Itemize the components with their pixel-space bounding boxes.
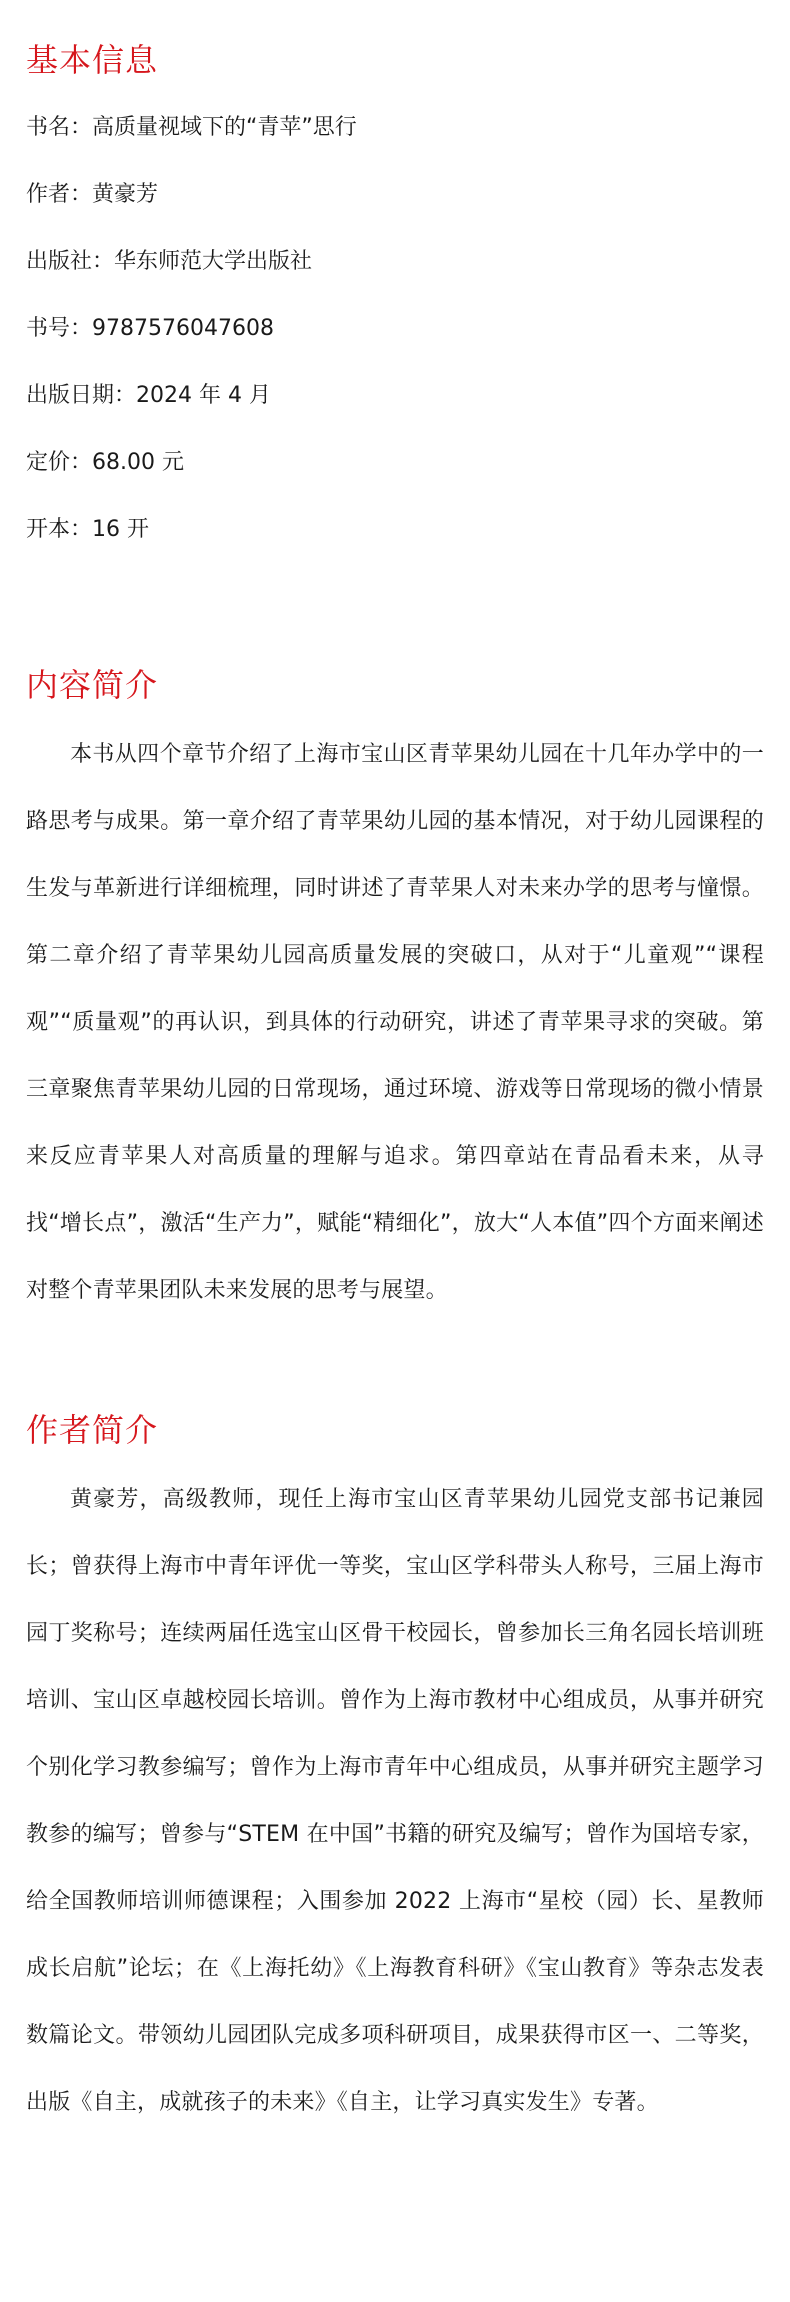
content-intro-paragraph: 本书从四个章节介绍了上海市宝山区青苹果幼儿园在十几年办学中的一路思考与成果。第一章介绍了青苹果幼儿园的基本情况，对于幼儿园课程的生发与革新进行详细梳理，同时讲述了青苹果人对未来办学的思考与憧憬。第二章介绍了青苹果幼儿园高质量发展的突破口，从对于“儿童观”“课程观”“质量观”的再认识，到具体的行动研究，讲述了青苹果寻求的突破。第三章聚焦青苹果幼儿园的日常现场，通过环境、游戏等日常现场的微小情景来反应青苹果人对高质量的理解与追求。第四章站在青品看未来，从寻找“增长点”，激活“生产力”，赋能“精细化”，放大“人本值”四个方面来阐述对整个青苹果团队未来发展的思考与展望。	[26, 742, 764, 1303]
content-intro-section	[26, 661, 764, 1324]
author-intro-heading: 作者简介	[26, 1411, 159, 1449]
format-item: 开本：16 开	[26, 517, 149, 542]
basic-info-heading: 基本信息	[26, 41, 159, 79]
publisher-item: 出版社：华东师范大学出版社	[26, 249, 313, 274]
author-intro-section	[26, 1406, 764, 2136]
publish-date-item: 出版日期：2024 年 4 月	[26, 383, 271, 408]
author-intro-paragraph: 黄豪芳，高级教师，现任上海市宝山区青苹果幼儿园党支部书记兼园长；曾获得上海市中青年评优一等奖，宝山区学科带头人称号，三届上海市园丁奖称号；连续两届任选宝山区骨干校园长，曾参加长三角名园长培训班培训、宝山区卓越校园长培训。曾作为上海市教材中心组成员，从事并研究个别化学习教参编写；曾作为上海市青年中心组成员，从事并研究主题学习教参的编写；曾参与“STEM 在中国”书籍的研究及编写；曾作为国培专家，给全国教师培训师德课程；入围参加 2022 上海市“星校（园）长、星教师成长启航”论坛；在《上海托幼》《上海教育科研》《宝山教育》等杂志发表数篇论文。带领幼儿园团队完成多项科研项目，成果获得市区一、二等奖，出版《自主，成就孩子的未来》《自主，让学习真实发生》专著。	[26, 1487, 764, 2115]
author-item: 作者：黄豪芳	[26, 182, 159, 207]
isbn-item: 书号：9787576047608	[26, 316, 274, 341]
price-item: 定价：68.00 元	[26, 450, 184, 475]
content-intro-heading: 内容简介	[26, 666, 159, 704]
basic-info-list	[26, 94, 764, 563]
basic-info-section	[26, 0, 764, 563]
book-title-item: 书名：高质量视域下的“青苹”思行	[26, 115, 357, 140]
